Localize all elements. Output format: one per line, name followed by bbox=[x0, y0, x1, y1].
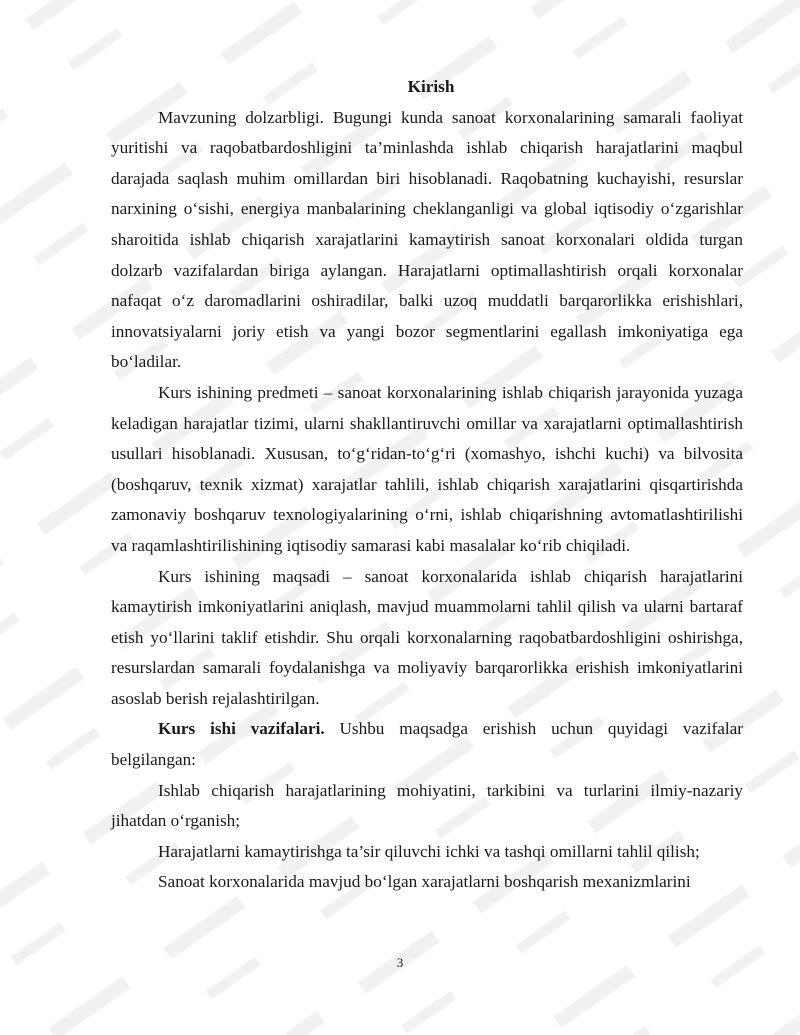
page-number: 3 bbox=[396, 955, 404, 970]
document-title: Kirish bbox=[407, 77, 455, 96]
paragraph-goal bbox=[111, 562, 743, 715]
paragraph-text: Kurs ishining maqsadi – sanoat korxonalarida ishlab chiqarish harajatlarini kamaytirish imkoniyatlarini aniqlash, mavjud muammolarni tahlil qilish va ularni bartaraf etish yo‘llarini taklif etishdir. Shu orqali korxonalarning raqobatbardoshligini oshirishga, resurslardan samarali foydalanishga va moliyaviy barqarorlikka erishish imkoniyatlarini asoslab berish rejalashtirilgan. bbox=[111, 566, 743, 708]
paragraph-text: Harajatlarni kamaytirishga ta’sir qiluvchi ichki va tashqi omillarni tahlil qilish; bbox=[158, 841, 700, 861]
paragraph-lead-bold: Kurs ishi vazifalari. bbox=[158, 719, 325, 739]
document-body bbox=[111, 72, 743, 898]
task-item-2 bbox=[111, 837, 743, 868]
paragraph-subject bbox=[111, 378, 743, 562]
paragraph-text: Sanoat korxonalarida mavjud bo‘lgan xarajatlarni boshqarish mexanizmlarini bbox=[158, 872, 691, 892]
paragraph-relevance bbox=[111, 103, 743, 378]
paragraph-text: Ishlab chiqarish harajatlarining mohiyatini, tarkibini va turlarini ilmiy-nazariy jihatdan o‘rganish; bbox=[111, 780, 743, 831]
task-item-3 bbox=[111, 867, 743, 898]
paragraph-tasks bbox=[111, 714, 743, 775]
paragraph-text: Mavzuning dolzarbligi. Bugungi kunda sanoat korxonalarining samarali faoliyat yuritishi va raqobatbardoshligini ta’minlashda ishlab chiqarish harajatlarini maqbul darajada saqlash muhim omillardan biri hisoblanadi. Raqobatning kuchayishi, resurslar narxining o‘sishi, energiya manbalarining cheklanganligi va global iqtisodiy o‘zgarishlar sharoitida ishlab chiqarish xarajatlarini kamaytirish sanoat korxonalari oldida turgan dolzarb vazifalardan biriga aylangan. Harajatlarni optimallashtirish orqali korxonalar nafaqat o‘z daromadlarini oshiradilar, balki uzoq muddatli barqarorlikka erishishlari, innovatsiyalarni joriy etish va yangi bozor segmentlarini egallash imkoniyatiga ega bo‘ladilar. bbox=[111, 107, 743, 372]
paragraph-text: Ushbu maqsadga erishish uchun quyidagi vazifalar belgilangan: bbox=[111, 719, 743, 770]
paragraph-text: Kurs ishining predmeti – sanoat korxonalarining ishlab chiqarish jarayonida yuzaga keladigan harajatlar tizimi, ularni shakllantiruvchi omillar va xarajatlarni optimallashtirish usullari hisoblanadi. Xususan, to‘g‘ridan-to‘g‘ri (xomashyo, ishchi kuchi) va bilvosita (boshqaruv, texnik xizmat) xarajatlar tahlili, ishlab chiqarish xarajatlarini qisqartirishda zamonaviy boshqaruv texnologiyalarining o‘rni, ishlab chiqarishning avtomatlashtirilishi va raqamlashtirilishining iqtisodiy samarasi kabi masalalar ko‘rib chiqiladi. bbox=[111, 382, 743, 555]
task-item-1 bbox=[111, 776, 743, 837]
